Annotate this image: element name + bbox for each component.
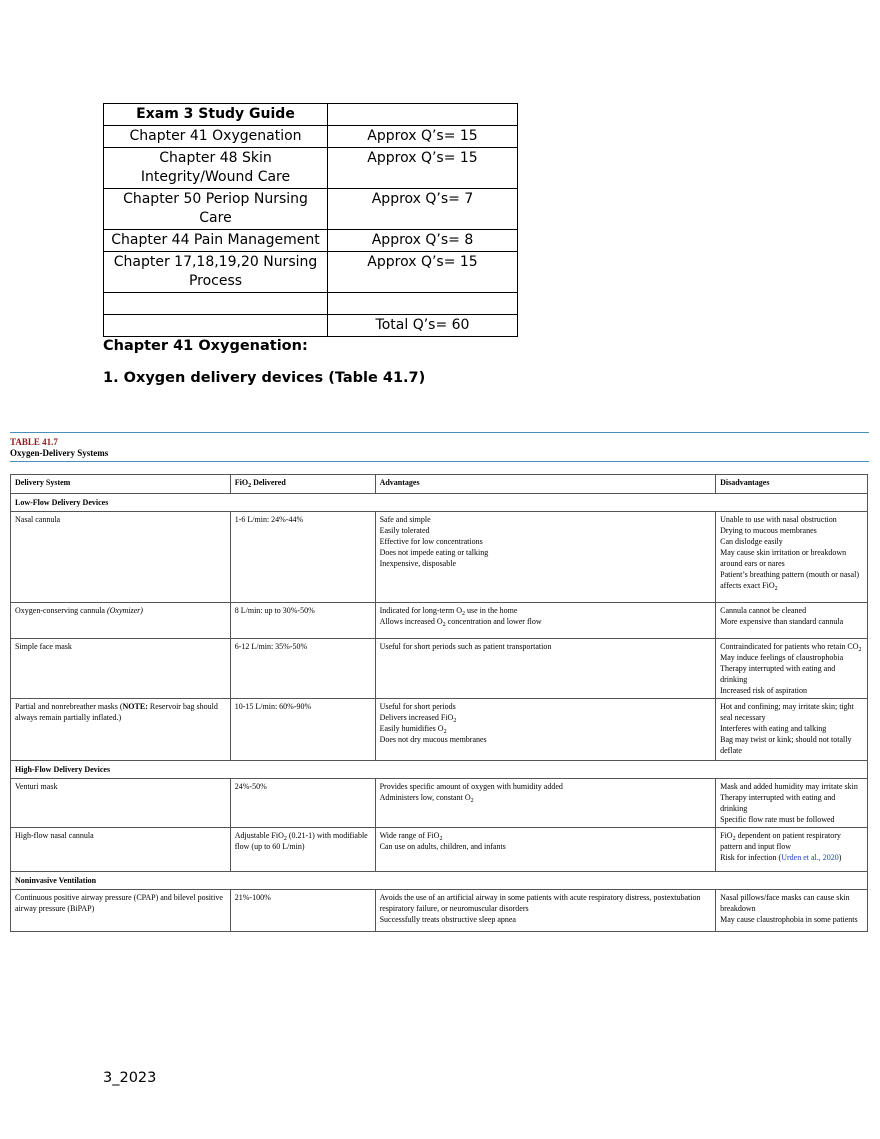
list-item: Allows increased $O_2$ concentration and lower flow <box>379 617 542 628</box>
list-item: Administers low, constant $O_2$ <box>379 793 474 804</box>
list-item: Successfully treats obstructive sleep apnea <box>379 915 516 924</box>
list-item: Useful for short periods such as patient transportation <box>379 642 552 651</box>
section-row <box>11 494 868 512</box>
cell-advantages <box>375 512 716 603</box>
guide-questions: Approx Q’s= 15 <box>328 148 518 189</box>
guide-chapter: Chapter 48 Skin Integrity/Wound Care <box>104 148 328 189</box>
guide-title: Exam 3 Study Guide <box>104 104 328 126</box>
chapter-heading: Chapter 41 Oxygenation: <box>103 338 308 354</box>
cell-disadvantages <box>716 639 868 699</box>
table-row <box>11 890 868 932</box>
cell-system <box>11 699 231 761</box>
guide-questions <box>328 293 518 315</box>
system-note: NOTE: <box>122 702 148 711</box>
list-item: Specific flow rate must be followed <box>720 815 835 824</box>
cell-advantages <box>375 779 716 828</box>
table-row <box>104 189 518 230</box>
list-item: Useful for short periods <box>379 702 456 711</box>
col-header-disadvantages: Disadvantages <box>716 475 868 494</box>
col-header-fio2 <box>230 475 375 494</box>
cell-advantages <box>375 639 716 699</box>
cell-disadvantages <box>716 512 868 603</box>
list-item: Can use on adults, children, and infants <box>379 842 506 851</box>
list-item: Delivers increased FiO$_2$ <box>379 713 457 724</box>
col-header-advantages: Advantages <box>375 475 716 494</box>
list-item: Inexpensive, disposable <box>379 559 457 568</box>
cell-advantages <box>375 603 716 639</box>
table-row <box>104 252 518 293</box>
list-item: Provides specific amount of oxygen with humidity added <box>379 782 563 791</box>
guide-questions: Approx Q’s= 8 <box>328 230 518 252</box>
cell-fio2: 21%-100% <box>230 890 375 932</box>
list-item: Therapy interrupted with eating and drinking <box>720 664 836 684</box>
guide-chapter <box>104 293 328 315</box>
table-title: Oxygen-Delivery Systems <box>10 448 109 458</box>
col-header-system: Delivery System <box>11 475 231 494</box>
page-footer: 3_2023 <box>103 1070 157 1086</box>
fio2-text: FiO$_2$ Delivered <box>234 478 286 489</box>
list-item: May cause skin irritation or breakdown around ears or nares <box>720 548 847 568</box>
guide-questions: Approx Q’s= 15 <box>328 252 518 293</box>
cell-system: Venturi mask <box>11 779 231 828</box>
list-item-text: ) <box>838 853 842 862</box>
table-row <box>104 293 518 315</box>
list-item: FiO$_2$ dependent on patient respiratory pattern and input flow <box>720 831 841 851</box>
table-row <box>11 512 868 603</box>
list-item: Nasal pillows/face masks can cause skin breakdown <box>720 893 850 913</box>
guide-chapter: Chapter 17,18,19,20 Nursing Process <box>104 252 328 293</box>
item-heading: 1. Oxygen delivery devices (Table 41.7) <box>103 370 426 386</box>
table-row <box>11 603 868 639</box>
list-item: Contraindicated for patients who retain $CO_2$ <box>720 642 862 653</box>
table-row <box>11 639 868 699</box>
list-item: More expensive than standard cannula <box>720 617 844 626</box>
cell-disadvantages <box>716 890 868 932</box>
cell-disadvantages <box>716 779 868 828</box>
table-header-row <box>11 475 868 494</box>
section-row <box>11 872 868 890</box>
list-item: Effective for low concentrations <box>379 537 483 546</box>
list-item: May cause claustrophobia in some patients <box>720 915 858 924</box>
list-item: Easily tolerated <box>379 526 430 535</box>
table-row <box>11 699 868 761</box>
oxygen-delivery-table <box>10 474 868 932</box>
list-item: Interferes with eating and talking <box>720 724 827 733</box>
list-item: May induce feelings of claustrophobia <box>720 653 844 662</box>
list-item: Drying to mucous membranes <box>720 526 817 535</box>
guide-chapter: Chapter 44 Pain Management <box>104 230 328 252</box>
section-niv: Noninvasive Ventilation <box>11 872 868 890</box>
cell-system: High-flow nasal cannula <box>11 828 231 872</box>
cell-system: Continuous positive airway pressure (CPAP) and bilevel positive airway pressure (BiPAP) <box>11 890 231 932</box>
cell-fio2: 24%-50% <box>230 779 375 828</box>
system-text: Reservoir bag should always remain partially inflated.) <box>15 702 218 722</box>
oxygen-delivery-table-figure <box>10 432 869 932</box>
top-rule <box>10 432 869 433</box>
cell-system <box>11 603 231 639</box>
cell-fio2: 1-6 L/min: 24%-44% <box>230 512 375 603</box>
cell-fio2: 6-12 L/min: 35%-50% <box>230 639 375 699</box>
list-item: Unable to use with nasal obstruction <box>720 515 837 524</box>
list-item: Increased risk of aspiration <box>720 686 807 695</box>
section-high-flow: High-Flow Delivery Devices <box>11 761 868 779</box>
cell-disadvantages <box>716 603 868 639</box>
table-row <box>104 230 518 252</box>
list-item: Patient’s breathing pattern (mouth or nasal) affects exact FiO$_2$ <box>720 570 859 592</box>
list-item <box>720 852 863 863</box>
citation-link[interactable]: Urden et al., 2020 <box>781 853 839 862</box>
list-item: Hot and confining; may irritate skin; tight seal necessary <box>720 702 854 722</box>
list-item: Therapy interrupted with eating and drinking <box>720 793 836 813</box>
list-item: Mask and added humidity may irritate skin <box>720 782 858 791</box>
list-item: Cannula cannot be cleaned <box>720 606 807 615</box>
cell-disadvantages <box>716 828 868 872</box>
title-rule <box>10 461 869 462</box>
list-item: Bag may twist or kink; should not totally deflate <box>720 735 852 755</box>
guide-chapter <box>104 315 328 337</box>
cell-system: Nasal cannula <box>11 512 231 603</box>
table-row <box>11 828 868 872</box>
list-item: Can dislodge easily <box>720 537 783 546</box>
cell-advantages <box>375 828 716 872</box>
list-item: Avoids the use of an artificial airway in some patients with acute respiratory distress, postextubation respiratory failure, or neuromuscular disorders <box>379 893 701 913</box>
cell-fio2: 10-15 L/min: 60%-90% <box>230 699 375 761</box>
table-row <box>104 148 518 189</box>
study-guide-table <box>103 103 518 337</box>
list-item-text: Risk for infection ( <box>720 853 782 862</box>
cell-disadvantages <box>716 699 868 761</box>
table-label: TABLE 41.7 <box>10 437 58 447</box>
table-row <box>104 104 518 126</box>
list-item: Does not impede eating or talking <box>379 548 489 557</box>
cell-fio2: Adjustable FiO$_2$ (0.21-1) with modifiable flow (up to 60 L/min) <box>230 828 375 872</box>
guide-chapter: Chapter 50 Periop Nursing Care <box>104 189 328 230</box>
table-row <box>104 315 518 337</box>
guide-questions: Approx Q’s= 7 <box>328 189 518 230</box>
system-text: Oxygen-conserving cannula <box>15 606 105 615</box>
guide-total: Total Q’s= 60 <box>328 315 518 337</box>
cell-system: Simple face mask <box>11 639 231 699</box>
list-item: Safe and simple <box>379 515 431 524</box>
cell-advantages <box>375 699 716 761</box>
table-row <box>11 779 868 828</box>
section-row <box>11 761 868 779</box>
table-row <box>104 126 518 148</box>
cell-fio2: 8 L/min: up to 30%-50% <box>230 603 375 639</box>
list-item: Easily humidifies $O_2$ <box>379 724 447 735</box>
guide-cell <box>328 104 518 126</box>
list-item: Indicated for long-term $O_2$ use in the home <box>379 606 518 617</box>
section-low-flow: Low-Flow Delivery Devices <box>11 494 868 512</box>
list-item: Does not dry mucous membranes <box>379 735 487 744</box>
guide-questions: Approx Q’s= 15 <box>328 126 518 148</box>
system-brand: (Oxymizer) <box>106 606 143 615</box>
list-item: Wide range of FiO$_2$ <box>379 831 443 842</box>
system-text: Partial and nonrebreather masks ( <box>15 702 123 711</box>
guide-chapter: Chapter 41 Oxygenation <box>104 126 328 148</box>
cell-advantages <box>375 890 716 932</box>
